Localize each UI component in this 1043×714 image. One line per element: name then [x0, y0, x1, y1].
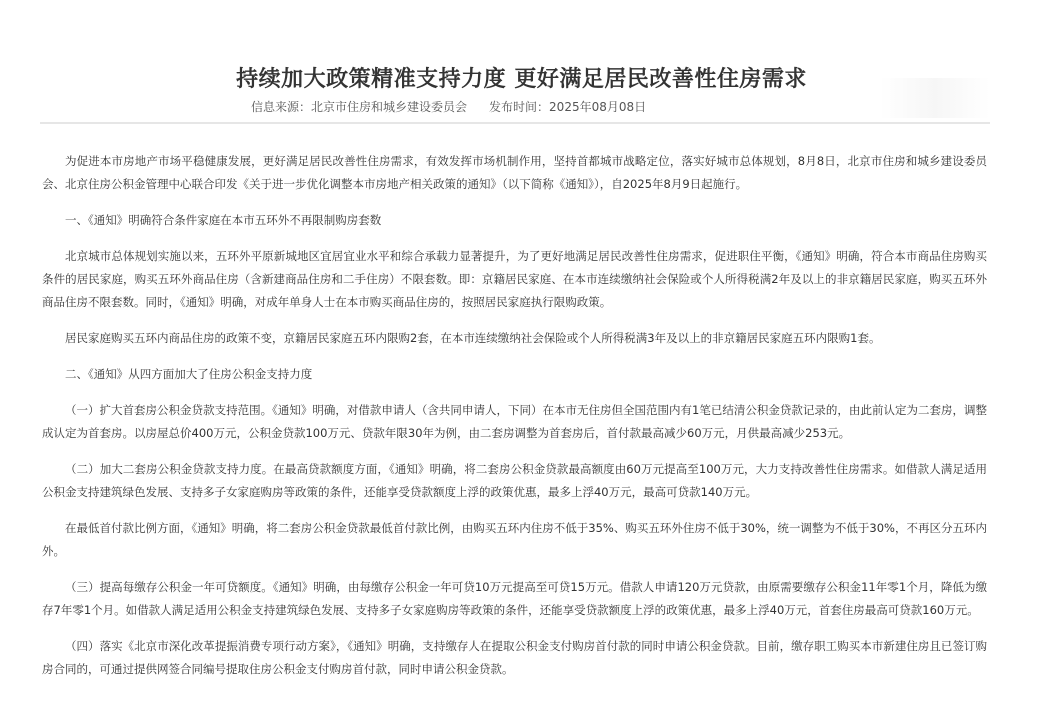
paragraph: （二）加大二套房公积金贷款支持力度。在最高贷款额度方面，《通知》明确，将二套房公积金贷款最高额度由60万元提高至100万元，大力支持改善性住房需求。如借款人满足适用公积金支持建筑绿色发展、支持多子女家庭购房等政策的条件，还能享受贷款额度上浮的政策优惠，最多上浮40万元，最高可贷款140万元。	[42, 462, 987, 499]
title-divider	[40, 122, 990, 124]
article-title: 持续加大政策精准支持力度 更好满足居民改善性住房需求	[236, 67, 807, 92]
paragraph: （四）落实《北京市深化改革提振消费专项行动方案》，《通知》明确，支持缴存人在提取公积金支付购房首付款的同时申请公积金贷款。目前，缴存职工购买本市新建住房且已签订购房合同的，可通过提供网签合同编号提取住房公积金支付购房首付款，同时申请公积金贷款。	[42, 639, 987, 676]
section-heading-2: 二、《通知》从四方面加大了住房公积金支持力度	[65, 367, 313, 381]
paragraph: 居民家庭购买五环内商品住房的政策不变，京籍居民家庭五环内限购2套，在本市连续缴纳社会保险或个人所得税满3年及以上的非京籍居民家庭五环内限购1套。	[65, 331, 881, 345]
article-meta	[251, 98, 646, 115]
date-label: 发布时间：	[489, 100, 550, 114]
paragraph: （三）提高每缴存公积金一年可贷额度。《通知》明确，由每缴存公积金一年可贷10万元提高至可贷15万元。借款人申请120万元贷款，由原需要缴存公积金11年零1个月，降低为缴存7年零1个月。如借款人满足适用公积金支持建筑绿色发展、支持多子女家庭购房等政策的条件，还能享受贷款额度上浮的政策优惠，最多上浮40万元，首套住房最高可贷款160万元。	[42, 580, 987, 617]
source-value: 北京市住房和城乡建设委员会	[311, 100, 468, 114]
article-body	[42, 150, 987, 694]
paragraph-intro: 为促进本市房地产市场平稳健康发展，更好满足居民改善性住房需求，有效发挥市场机制作用，坚持首都城市战略定位，落实好城市总体规划，8月8日，北京市住房和城乡建设委员会、北京住房公积金管理中心联合印发《关于进一步优化调整本市房地产相关政策的通知》（以下简称《通知》），自2025年8月9日起施行。	[42, 154, 987, 191]
paragraph: 在最低首付款比例方面，《通知》明确，将二套房公积金贷款最低首付款比例，由购买五环内住房不低于35%、购买五环外住房不低于30%，统一调整为不低于30%，不再区分五环内外。	[42, 521, 987, 558]
section-heading-1: 一、《通知》明确符合条件家庭在本市五环外不再限制购房套数	[65, 213, 382, 227]
paragraph: 北京城市总体规划实施以来，五环外平原新城地区宜居宜业水平和综合承载力显著提升，为了更好地满足居民改善性住房需求，促进职住平衡，《通知》明确，符合本市商品住房购买条件的居民家庭，购买五环外商品住房（含新建商品住房和二手住房）不限套数。即：京籍居民家庭、在本市连续缴纳社会保险或个人所得税满2年及以上的非京籍居民家庭，购买五环外商品住房不限套数。同时，《通知》明确，对成年单身人士在本市购买商品住房的，按照居民家庭执行限购政策。	[42, 249, 987, 309]
date-value: 2025年08月08日	[549, 100, 647, 114]
source-label: 信息来源：	[251, 100, 312, 114]
paragraph: （一）扩大首套房公积金贷款支持范围。《通知》明确，对借款申请人（含共同申请人，下同）在本市无住房但全国范围内有1笔已结清公积金贷款记录的，由此前认定为二套房，调整成认定为首套房。以房屋总价400万元，公积金贷款100万元、贷款年限30年为例，由二套房调整为首套房后，首付款最高减少60万元，月供最高减少253元。	[42, 403, 987, 440]
